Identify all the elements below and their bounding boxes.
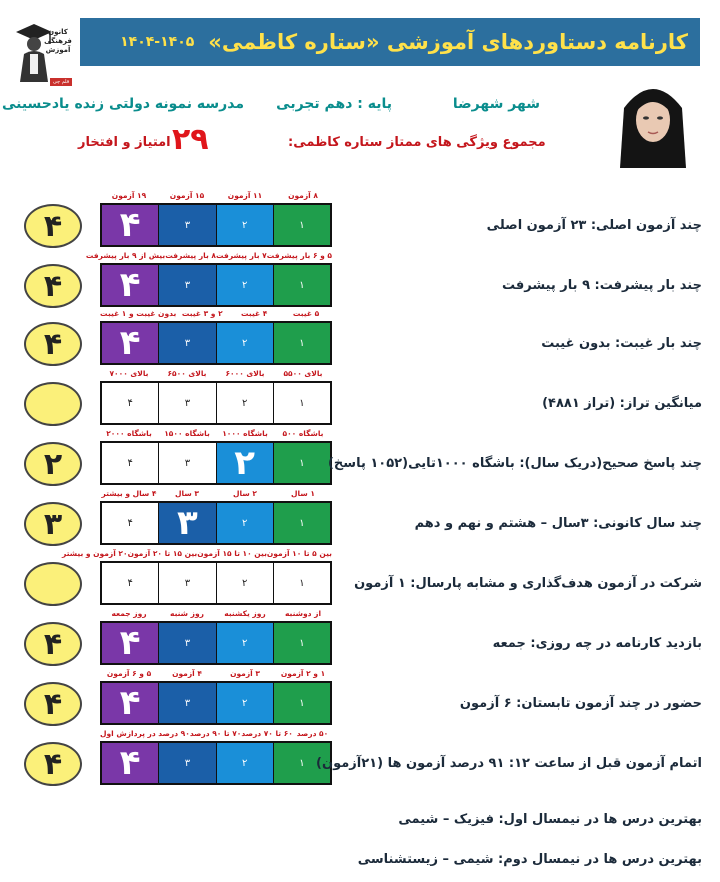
level-box: ۱: [273, 503, 330, 543]
criteria-row: [0, 250, 720, 308]
criteria-row: [0, 548, 720, 606]
criteria-label: حضور در چند آزمون تابستان: ۶ آزمون: [459, 696, 702, 711]
student-avatar-icon: [600, 68, 706, 168]
level-box: ۱: [273, 383, 330, 423]
level-labels: [100, 190, 332, 202]
level-box: ۴: [102, 443, 158, 483]
criteria-label: چند پاسخ صحیح(دریک سال): باشگاه ۱۰۰۰تایی(۱۰۵۲ پاسخ): [327, 456, 702, 471]
level-label: بدون غیبت و ۱ غیبت: [100, 309, 177, 318]
summary-label: مجموع ویژگی های ممتاز ستاره کاظمی:: [288, 135, 546, 150]
level-labels: [85, 250, 332, 262]
level-label: بالای ۶۵۰۰: [167, 369, 207, 378]
level-label: ۱ و ۲ آزمون: [280, 669, 326, 678]
level-label: ۱۱ آزمون: [227, 191, 263, 200]
criteria-label: اتمام آزمون قبل از ساعت ۱۲: ۹۱ درصد آزمون ها (۲۱آزمون): [316, 756, 702, 771]
page-title: کارنامه دستاوردهای آموزشی «ستاره کاظمی»: [208, 30, 688, 54]
level-box: ۱: [273, 205, 330, 245]
student-photo: [600, 68, 706, 168]
level-labels: [62, 548, 332, 560]
level-label: ۴ غیبت: [240, 309, 268, 318]
level-label: باشگاه ۵۰۰: [282, 429, 324, 438]
level-label: باشگاه ۱۰۰۰: [222, 429, 268, 438]
level-label: بین ۵ تا ۱۰ آزمون: [266, 549, 332, 558]
criteria-score-badge: ۴: [24, 264, 82, 308]
level-label: باشگاه ۱۵۰۰: [164, 429, 210, 438]
student-school: مدرسه نمونه دولتی زنده یادحسینی: [1, 96, 244, 112]
level-label: ۷۰ تا ۹۰ درصد: [189, 729, 242, 738]
level-box: ۳: [158, 683, 215, 723]
level-box: ۱: [273, 265, 330, 305]
level-box: ۱: [273, 563, 330, 603]
level-labels: [100, 368, 332, 380]
level-boxes: [100, 441, 332, 485]
criteria-score-badge: ۴: [24, 742, 82, 786]
student-city: شهر شهرضا: [452, 96, 540, 112]
level-boxes: [100, 681, 332, 725]
criteria-score-badge: ۴: [24, 322, 82, 366]
level-box: ۲: [216, 383, 273, 423]
criteria-score-badge: ۲: [24, 442, 82, 486]
level-label: ۳ سال: [175, 489, 199, 498]
level-box: ۱: [273, 323, 330, 363]
criteria-row: [0, 728, 720, 786]
level-label: بالای ۵۵۰۰: [283, 369, 323, 378]
level-box: ۲: [216, 683, 273, 723]
level-boxes: [100, 263, 332, 307]
level-box: ۲: [216, 443, 273, 483]
level-label: ۶۰ تا ۷۰ درصد: [241, 729, 293, 738]
level-label: ۸ آزمون: [288, 191, 318, 200]
level-label: ۴ آزمون: [172, 669, 202, 678]
level-box: ۲: [216, 623, 273, 663]
level-boxes: [100, 321, 332, 365]
level-label: بین ۱۵ تا ۲۰ آزمون: [127, 549, 198, 558]
level-box: ۳: [158, 205, 215, 245]
level-box: ۳: [158, 383, 215, 423]
criteria-row: [0, 308, 720, 366]
level-label: ۹۰ درصد در پردازش اول: [100, 729, 190, 738]
criteria-label: چند سال کانونی: ۳سال – هشتم و نهم و دهم: [414, 516, 702, 531]
level-labels: [100, 668, 332, 680]
criteria-label: میانگین تراز: (تراز ۴۸۸۱): [542, 396, 702, 411]
level-label: ۱ سال: [291, 489, 315, 498]
level-labels: [100, 488, 332, 500]
level-box: ۴: [102, 683, 158, 723]
criteria-score-badge: ۳: [24, 502, 82, 546]
level-box: ۴: [102, 503, 158, 543]
criteria-score-badge: [24, 562, 82, 606]
level-box: ۲: [216, 743, 273, 783]
criteria-row: [0, 608, 720, 666]
level-box: ۴: [102, 383, 158, 423]
level-box: ۲: [216, 563, 273, 603]
level-box: ۳: [158, 563, 215, 603]
criteria-label: چند آزمون اصلی: ۲۳ آزمون اصلی: [486, 218, 702, 233]
criteria-score-badge: [24, 382, 82, 426]
level-label: ۵۰ درصد: [296, 729, 329, 738]
criteria-row: [0, 488, 720, 546]
title-bar: [80, 18, 700, 66]
criteria-score-badge: ۴: [24, 622, 82, 666]
level-labels: [100, 728, 332, 740]
level-box: ۱: [273, 443, 330, 483]
criteria-score-badge: ۴: [24, 682, 82, 726]
level-boxes: [100, 741, 332, 785]
level-label: ۸ بار پیشرفت: [165, 251, 216, 260]
level-boxes: [100, 203, 332, 247]
level-box: ۴: [102, 205, 158, 245]
level-box: ۱: [273, 623, 330, 663]
level-box: ۳: [158, 743, 215, 783]
level-box: ۳: [158, 623, 215, 663]
level-label: بالای ۷۰۰۰: [109, 369, 149, 378]
total-score: ۲۹: [172, 122, 209, 157]
level-box: ۳: [158, 265, 215, 305]
level-boxes: [100, 381, 332, 425]
level-labels: [100, 308, 332, 320]
logo-tag: قلم چی: [50, 78, 72, 86]
level-box: ۲: [216, 205, 273, 245]
academic-years: ۱۴۰۴-۱۴۰۵: [120, 34, 195, 50]
level-box: ۴: [102, 563, 158, 603]
level-box: ۴: [102, 623, 158, 663]
level-label: بیش از ۹ بار پیشرفت: [85, 251, 166, 260]
criteria-score-badge: ۴: [24, 204, 82, 248]
level-box: ۲: [216, 503, 273, 543]
level-label: بالای ۶۰۰۰: [225, 369, 265, 378]
level-label: ۵ و ۶ آزمون: [106, 669, 152, 678]
score-label: امتیاز و افتخار: [78, 135, 171, 150]
level-box: ۲: [216, 323, 273, 363]
level-label: ۵ غیبت: [292, 309, 320, 318]
level-box: ۴: [102, 265, 158, 305]
criteria-label: چند بار پیشرفت: ۹ بار پیشرفت: [501, 278, 702, 293]
criteria-label: شرکت در آزمون هدف‌گذاری و مشابه پارسال: ۱ آزمون: [354, 576, 702, 591]
level-label: روز یکشنبه: [224, 609, 266, 618]
level-label: ۱۵ آزمون: [169, 191, 205, 200]
criteria-row: [0, 368, 720, 426]
level-box: ۱: [273, 683, 330, 723]
criteria-row: [0, 190, 720, 248]
level-label: روز جمعه: [111, 609, 147, 618]
level-boxes: [100, 621, 332, 665]
level-label: بین ۱۰ تا ۱۵ آزمون: [197, 549, 267, 558]
best-subjects-term2: بهترین درس ها در نیمسال دوم: شیمی – زیستشناسی: [357, 852, 702, 867]
level-label: ۴ سال و بیشتر: [101, 489, 157, 498]
level-box: ۲: [216, 265, 273, 305]
level-label: باشگاه ۲۰۰۰: [106, 429, 152, 438]
level-label: ۳ آزمون: [230, 669, 260, 678]
level-box: ۳: [158, 323, 215, 363]
level-box: ۴: [102, 743, 158, 783]
level-label: ۱۹ آزمون: [111, 191, 147, 200]
level-box: ۳: [158, 503, 215, 543]
level-label: ۵ و ۶ بار پیشرفت: [266, 251, 332, 260]
criteria-row: [0, 668, 720, 726]
level-box: ۴: [102, 323, 158, 363]
level-labels: [100, 608, 332, 620]
level-label: روز شنبه: [170, 609, 204, 618]
level-box: ۱: [273, 743, 330, 783]
level-label: ۷ بار پیشرفت: [215, 251, 267, 260]
level-label: ۲۰ آزمون و بیشتر: [62, 549, 128, 558]
level-label: ۲ سال: [233, 489, 257, 498]
level-label: ۲ و ۳ غیبت: [181, 309, 223, 318]
criteria-row: [0, 428, 720, 486]
level-boxes: [100, 561, 332, 605]
level-box: ۳: [158, 443, 215, 483]
best-subjects-term1: بهترین درس ها در نیمسال اول: فیزیک – شیمی: [398, 812, 702, 827]
logo-text: کانون فرهنگی آموزش: [44, 28, 72, 54]
student-grade: پایه : دهم تجربی: [276, 96, 392, 112]
level-boxes: [100, 501, 332, 545]
criteria-label: چند بار غیبت: بدون غیبت: [541, 336, 702, 351]
criteria-label: بازدید کارنامه در چه روزی: جمعه: [492, 636, 702, 651]
level-label: از دوشنبه: [284, 609, 322, 618]
level-labels: [100, 428, 332, 440]
